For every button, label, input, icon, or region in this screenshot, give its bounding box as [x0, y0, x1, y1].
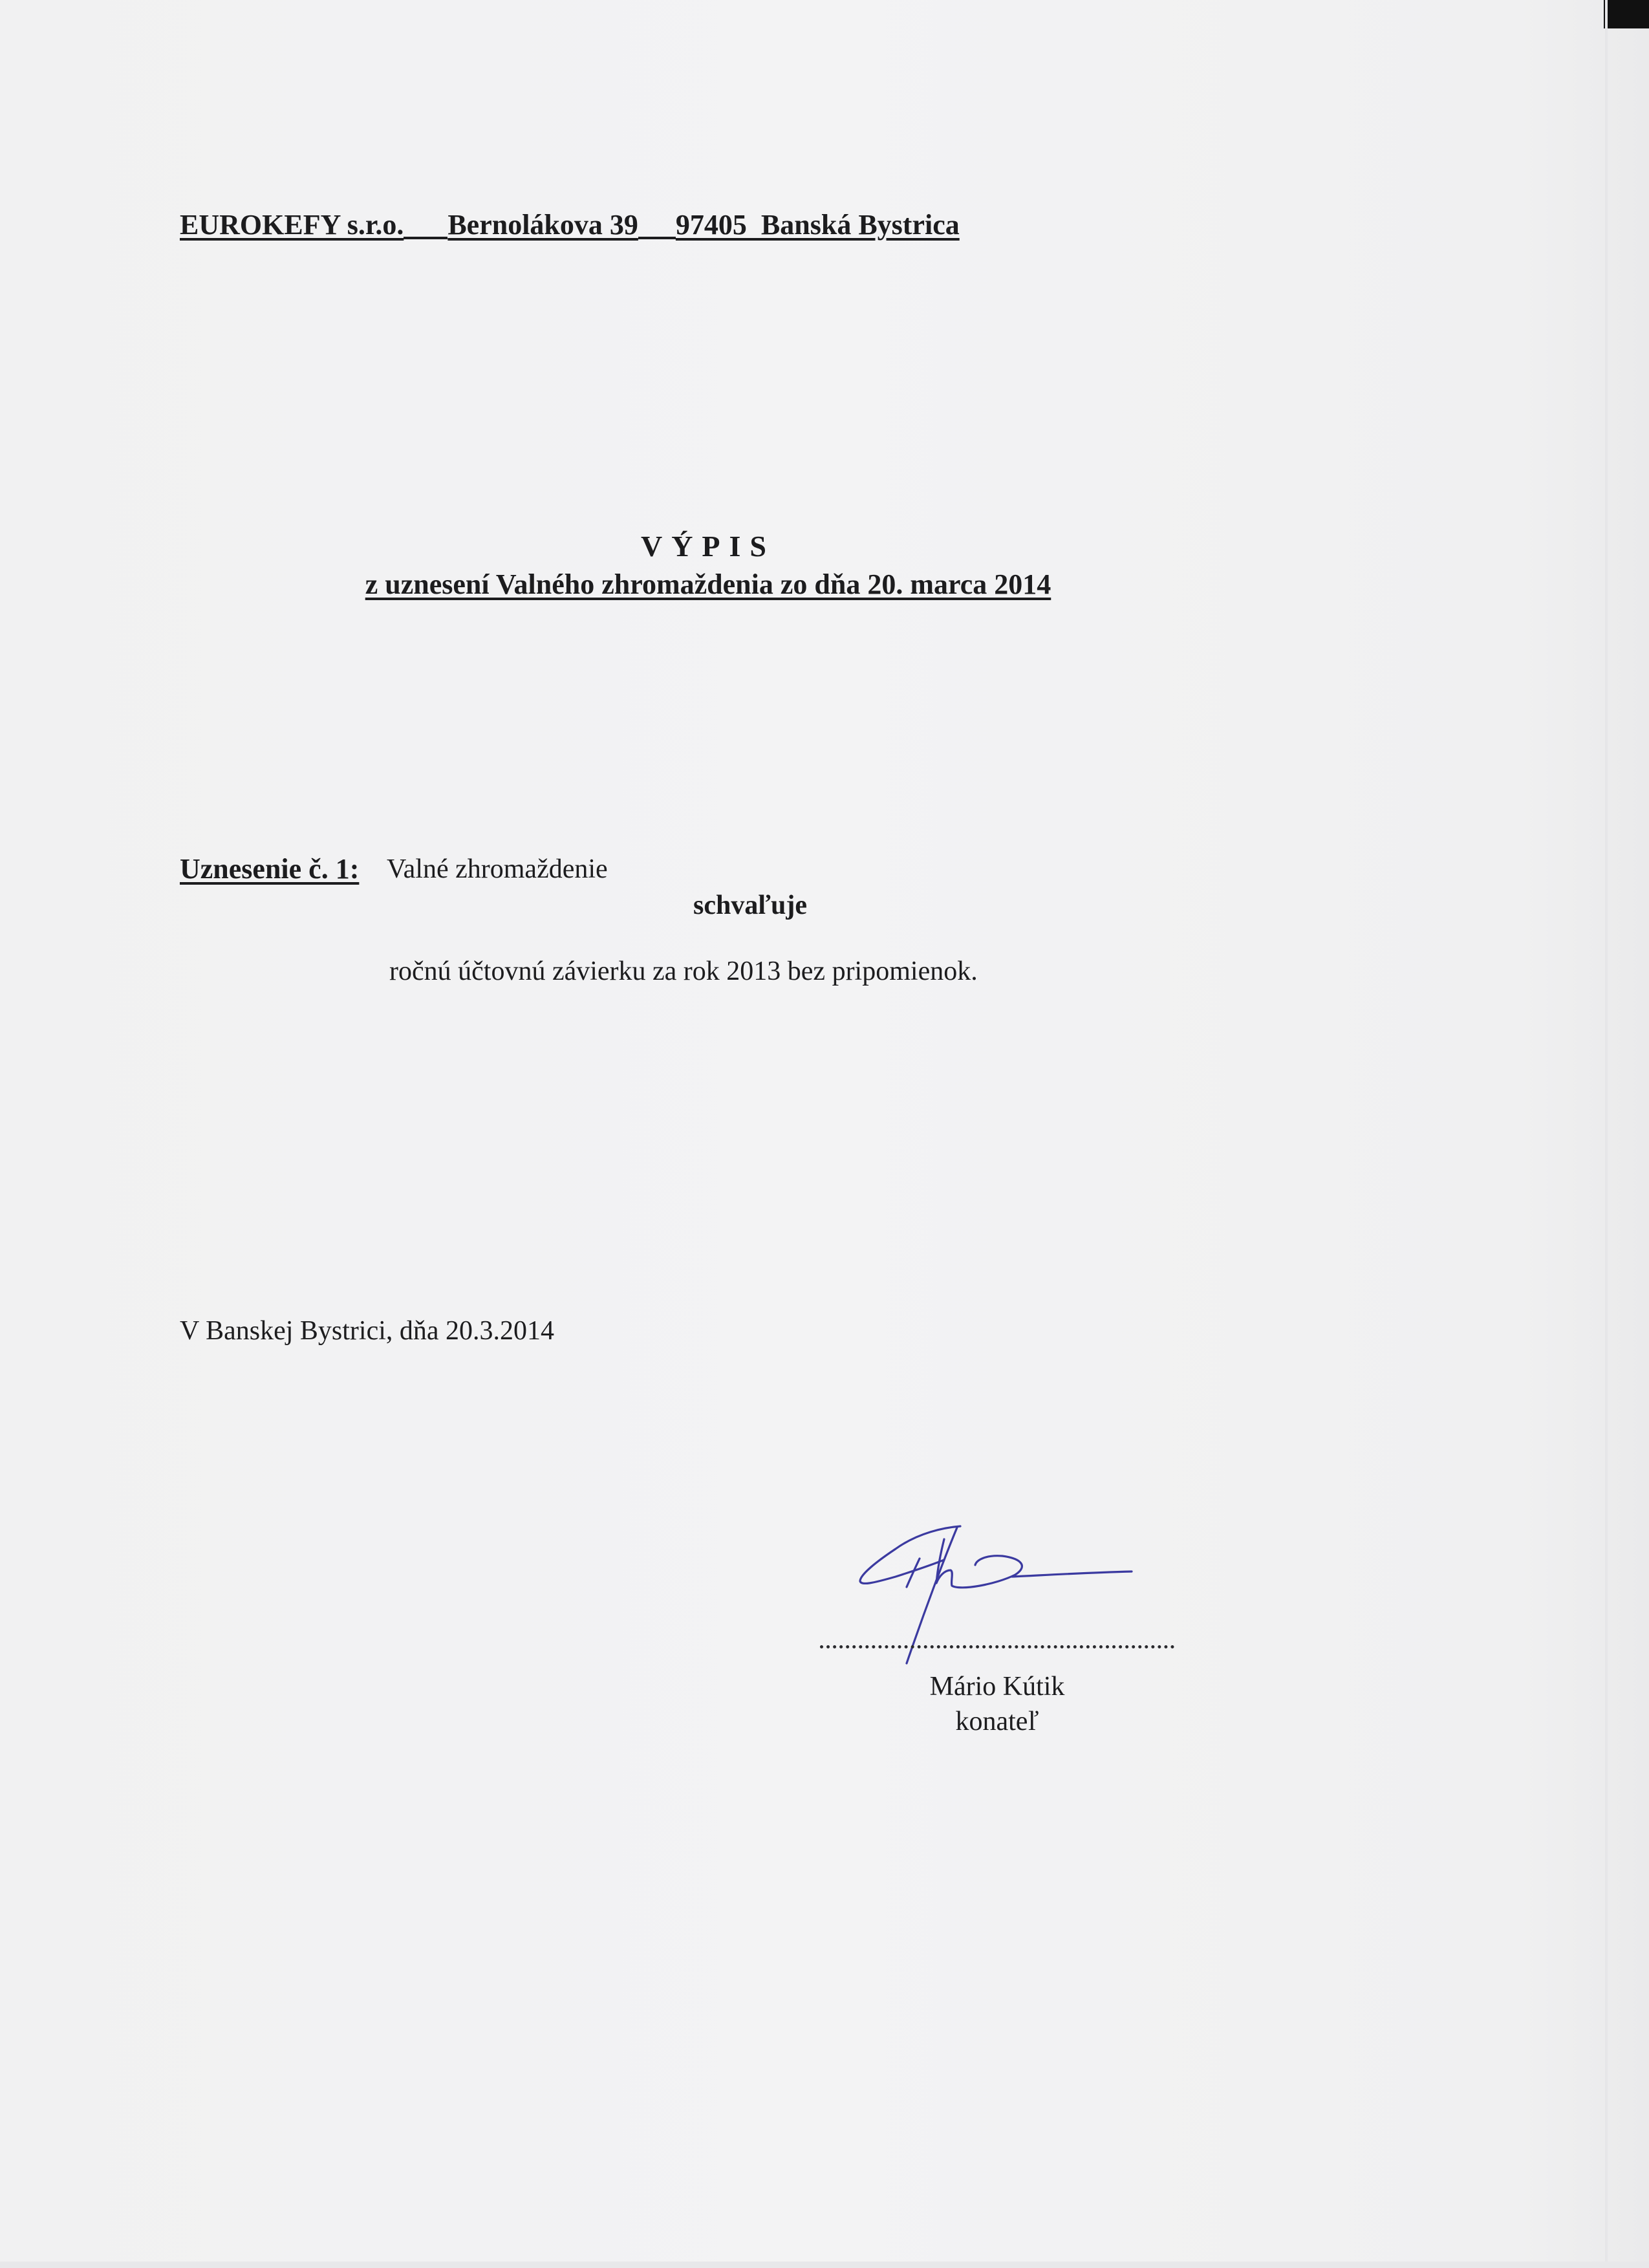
resolution-intro: Valné zhromaždenie — [387, 854, 608, 884]
company-name: EUROKEFY s.r.o. — [180, 209, 404, 241]
scan-corner-artifact — [1604, 0, 1649, 28]
document-title: VÝPIS — [640, 530, 776, 563]
header-underline-gap — [404, 208, 447, 239]
scan-edge-artifact — [1605, 0, 1608, 2268]
header-underline-gap — [638, 208, 676, 239]
place-and-date: V Banskej Bystrici, dňa 20.3.2014 — [180, 1316, 555, 1346]
company-street: Bernolákova 39 — [447, 209, 638, 241]
scan-bottom-edge — [0, 2262, 1649, 2268]
company-city: 97405 Banská Bystrica — [675, 209, 960, 241]
resolution-label: Uznesenie č. 1: — [180, 853, 360, 885]
company-header — [180, 208, 960, 241]
signer-name: Mário Kútik — [929, 1672, 1065, 1701]
signature-dotted-line — [820, 1639, 1174, 1648]
resolution-verb: schvaľuje — [693, 891, 808, 920]
document-subtitle: z uznesení Valného zhromaždenia zo dňa 20. marca 2014 — [365, 568, 1051, 600]
signer-role: konateľ — [955, 1707, 1039, 1736]
resolution-text: ročnú účtovnú závierku za rok 2013 bez pripomienok. — [389, 956, 978, 986]
